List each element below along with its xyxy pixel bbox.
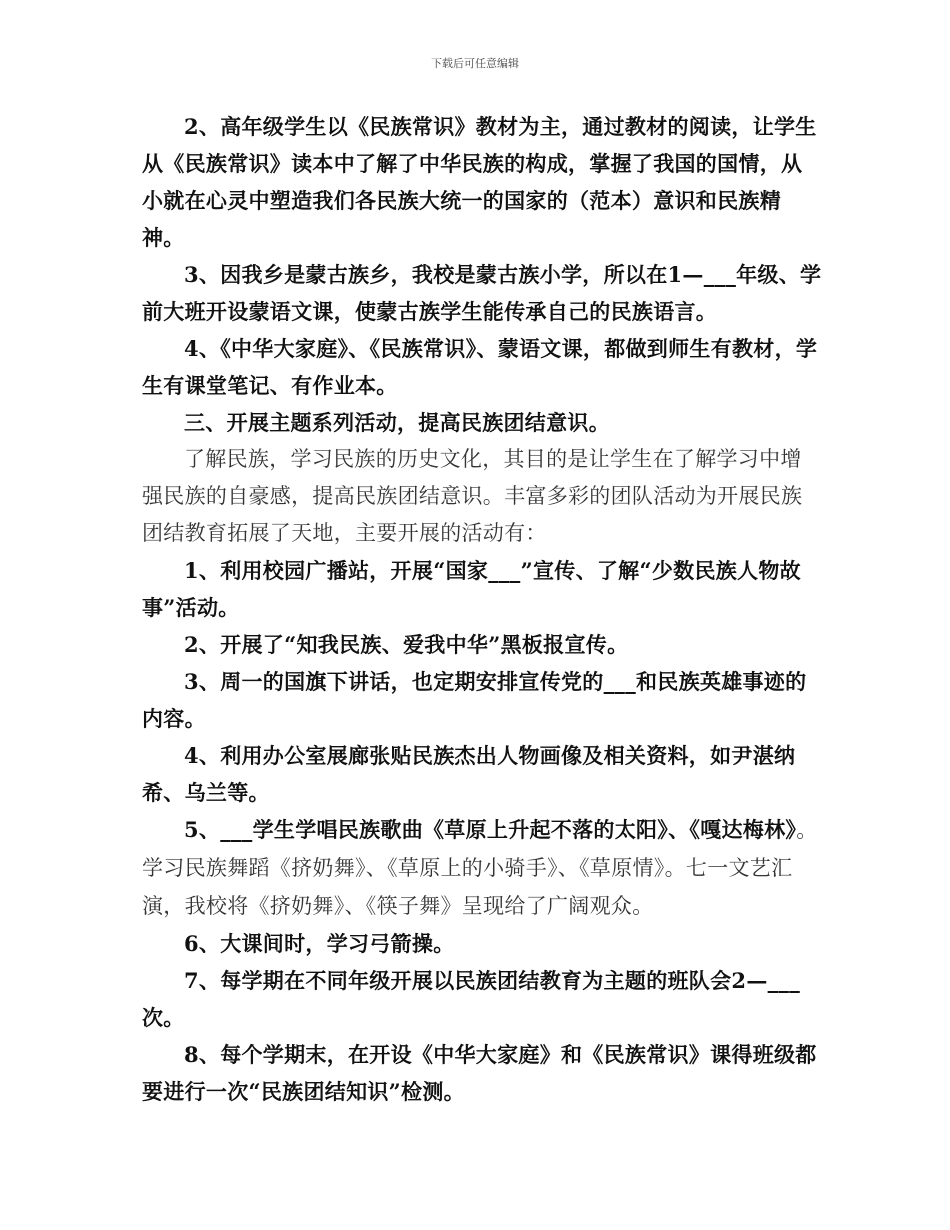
paragraph-item-4-materials: 4、《中华大家庭》、《民族常识》、蒙语文课，都做到师生有教材，学生有课堂笔记、有作业本。	[142, 336, 818, 398]
section-heading-3: 三、开展主题系列活动，提高民族团结意识。	[184, 410, 610, 435]
activity-item-1: 1、利用校园广播站，开展“国家___”宣传、了解“少数民族人物故事”活动。	[142, 558, 801, 620]
paragraph-item-2-senior-grades: 2、高年级学生以《民族常识》教材为主，通过教材的阅读，让学生从《民族常识》读本中了解了中华民族的构成，掌握了我国的国情，从小就在心灵中塑造我们各民族大统一的国家的（范本）意识和民族精神。	[142, 114, 817, 250]
activity-item-5-bold-part: 5、___学生学唱民族歌曲《草原上升起不落的太阳》、《嘎达梅林》	[184, 817, 797, 842]
activity-item-8: 8、每个学期末，在开设《中华大家庭》和《民族常识》课得班级都要进行一次“民族团结知识”检测。	[142, 1042, 817, 1104]
activity-item-5-light-part: 。学习民族舞蹈《挤奶舞》、《草原上的小骑手》、《草原情》。七一文艺汇演，我校将《挤奶舞》、《筷子舞》呈现给了广阔观众。	[142, 818, 818, 918]
paragraph-item-3-mongolian-course: 3、因我乡是蒙古族乡，我校是蒙古族小学，所以在1—___年级、学前大班开设蒙语文课，使蒙古族学生能传承自己的民族语言。	[142, 262, 822, 324]
activity-item-7: 7、每学期在不同年级开展以民族团结教育为主题的班队会2—___次。	[142, 968, 801, 1030]
activity-item-3: 3、周一的国旗下讲话，也定期安排宣传党的___和民族英雄事迹的内容。	[142, 669, 807, 731]
activity-item-4: 4、利用办公室展廊张贴民族杰出人物画像及相关资料，如尹湛纳希、乌兰等。	[142, 743, 796, 805]
activity-item-5	[142, 811, 822, 925]
page-header: 下载后可任意编辑	[431, 57, 519, 70]
activity-item-6: 6、大课间时，学习弓箭操。	[184, 931, 455, 956]
activity-item-2: 2、开展了“知我民族、爱我中华”黑板报宣传。	[184, 632, 629, 657]
section-intro-paragraph: 了解民族，学习民族的历史文化，其目的是让学生在了解学习中增强民族的自豪感，提高民族团结意识。丰富多彩的团队活动为开展民族团结教育拓展了天地，主要开展的活动有：	[142, 447, 803, 545]
document-body	[142, 108, 822, 1110]
